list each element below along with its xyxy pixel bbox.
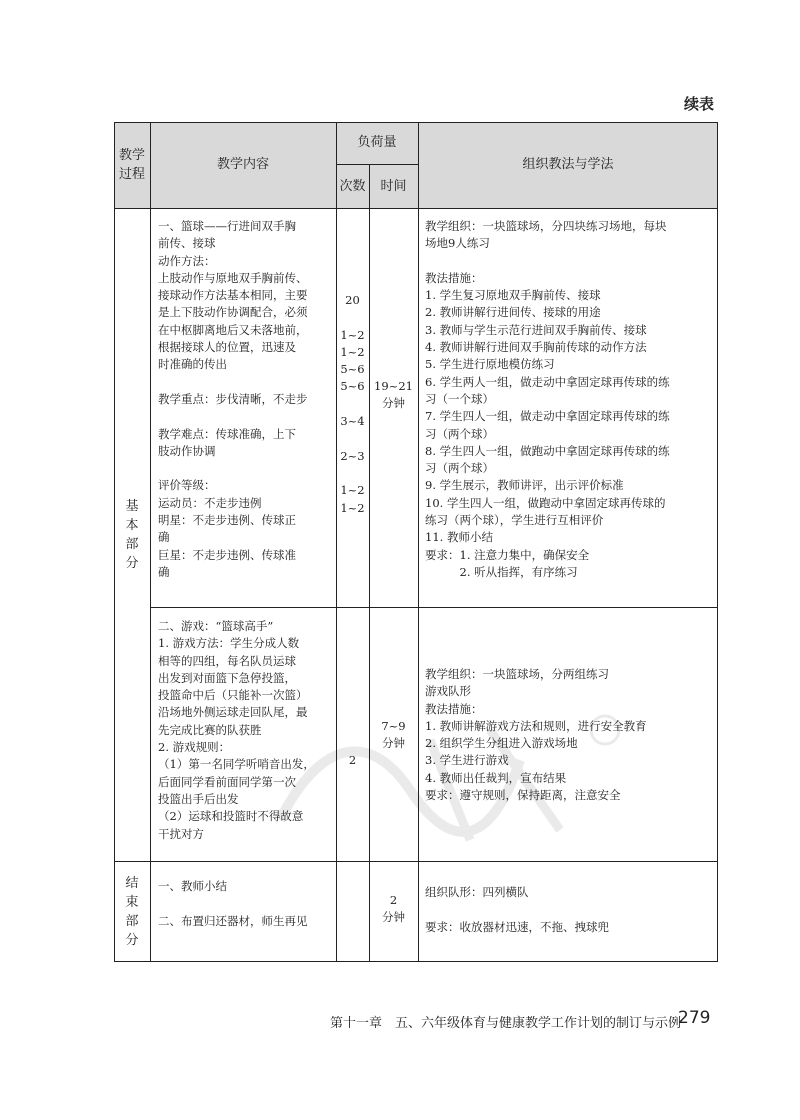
- row2-method: 教学组织：一块篮球场，分两组练习 游戏队形 教法措施： 1. 教师讲解游戏方法和规则，进行安全教育 2. 组织学生分组进入游戏场地 3. 学生进行游戏 4. 教师出任裁判，宣布结果 要求：遵守规则，保持距离，注意安全: [425, 667, 647, 803]
- row3-method: 组织队形：四列横队 要求：收放器材迅速，不拖、拽球兜: [425, 885, 609, 934]
- row2-content: 二、游戏：“篮球高手” 1. 游戏方法：学生分成人数 相等的四组，每名队员运球 出发到对面篮下急停投篮， 投篮命中后（只能补一次篮） 沿场地外侧运球走回队尾，最 先完成比赛的队获胜 2. 游戏规则： （1）第一名同学听哨音出发， 后面同学看前面同学第一次 投篮出手后出发 （2）运球和投篮时不得故意 干扰对方: [158, 619, 315, 841]
- header-process: 教学 过程: [118, 148, 145, 182]
- row3-content: 一、教师小结 二、布置归还器材，师生再见: [158, 879, 308, 928]
- row2-time: 7~9 分钟: [381, 719, 406, 751]
- row2-counts: 2: [348, 753, 357, 767]
- continued-label: 续表: [683, 95, 714, 113]
- row3-time: 2 分钟: [382, 893, 405, 925]
- publisher-watermark: [260, 700, 640, 860]
- row1-method: 教学组织：一块篮球场，分四块练习场地，每块 场地9人练习 教法措施： 1. 学生复习原地双手胸前传、接球 2. 教师讲解行进间传、接球的用途 3. 教师与学生示范行进间双手胸前传、接球 4. 教师讲解行进间双手胸前传球的动作方法 5. 学生进行原地模仿练习 6. 学生两人一组，做走动中拿固定球再传球的练 习（一个球） 7. 学生四人一组，做走动中拿固定球再传球的练 习（两个球） 8. 学生四人一组，做跑动中拿固定球再传球的练 习（两个球） 9. 学生展示，教师讲评，出示评价标准 10. 学生四人一组，做跑动中拿固定球再传球的 练习（两个球），学生进行互相评价 11. 教师小结 要求：1. 注意力集中，确保安全 2. 听从指挥，有序练习: [425, 219, 670, 579]
- header-content: 教学内容: [216, 157, 269, 172]
- chapter-footer: 第十一章 五、六年级体育与健康教学工作计划的制订与示例: [330, 1016, 682, 1031]
- row1-counts: 20 1~2 1~2 5~6 5~6 3~4 2~3 1~2 1~2: [340, 293, 365, 515]
- section-end-label: 结 束 部 分: [125, 876, 139, 948]
- section-basic-label: 基 本 部 分: [125, 499, 139, 571]
- row1-content: 一、篮球——行进间双手胸 前传、接球 动作方法： 上肢动作与原地双手胸前传、 接球动作方法基本相同，主要 是上下肢动作协调配合，必须 在中枢脚离地后又未落地前， 根据接球人的位置，迅速及 时准确的传出 教学重点：步伐清晰，不走步 教学难点：传球准确，上下 肢动作协调 评价等级： 运动员：不走步违例 明星：不走步违例、传球正 确 巨星：不走步违例、传球准 确: [158, 219, 308, 579]
- header-count: 次数: [339, 179, 366, 194]
- page-number: 279: [678, 1008, 711, 1028]
- header-load: 负荷量: [357, 135, 397, 150]
- header-time: 时间: [380, 179, 407, 194]
- header-method: 组织教法与学法: [522, 157, 614, 172]
- row1-time: 19~21 分钟: [374, 379, 413, 411]
